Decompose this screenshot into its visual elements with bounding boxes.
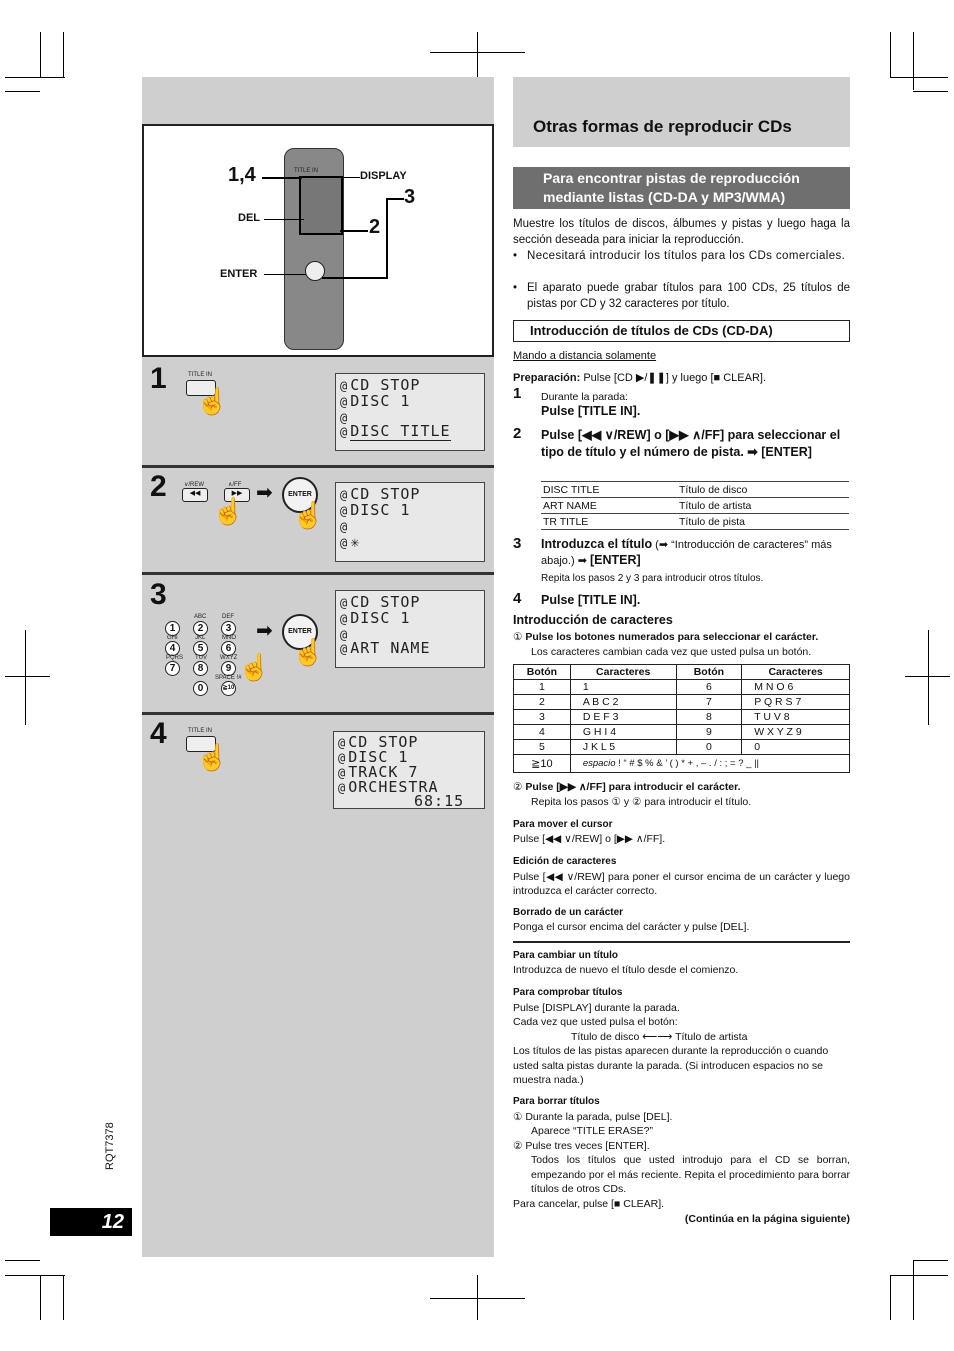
lcd-line: @ DISC 1 bbox=[340, 392, 411, 410]
key-10: ≧10 bbox=[221, 681, 236, 696]
hand-press-icon: ☝ bbox=[238, 652, 271, 682]
mover-section: Para mover el cursor Pulse [◀◀ ∨/REW] o [▶▶ ∧/FF]. bbox=[513, 819, 666, 845]
bullet-icon: • bbox=[513, 282, 518, 294]
step-2-text: Pulse [◀◀ ∨/REW] o [▶▶ ∧/FF] para seleccionar el tipo de título y el número de pista. ➡ [ENTER] bbox=[541, 428, 841, 459]
crop-mark bbox=[913, 32, 914, 90]
crop-mark bbox=[890, 1275, 948, 1276]
callout-line bbox=[264, 274, 306, 275]
lcd-marker-icon: @ bbox=[340, 504, 349, 518]
hand-press-icon: ☝ bbox=[196, 742, 229, 772]
lcd-display bbox=[335, 482, 485, 562]
callout-line bbox=[330, 177, 360, 178]
rew-label: ∨/REW bbox=[184, 482, 205, 488]
box-heading: Introducción de títulos de CDs (CD-DA) bbox=[513, 320, 850, 342]
preparation: Preparación: Pulse [CD ▶/❚❚] y luego [■ CLEAR]. bbox=[513, 372, 767, 384]
callout-1-4: 1,4 bbox=[228, 164, 256, 186]
lcd-line: @ ✳ bbox=[340, 533, 361, 551]
lcd-line: @ CD STOP bbox=[338, 733, 419, 751]
key-3: 3 bbox=[221, 621, 236, 636]
lcd-marker-icon: @ bbox=[338, 766, 347, 780]
chars-heading: Introducción de caracteres bbox=[513, 613, 673, 627]
step-3-text: Introduzca el título (➡ “Introducción de caracteres” más abajo.) ➡ [ENTER] bbox=[541, 537, 832, 567]
crop-mark bbox=[5, 1260, 40, 1261]
lcd-line: @ DISC TITLE bbox=[340, 422, 451, 440]
lcd-marker-icon: @ bbox=[340, 488, 349, 502]
step-2-number: 2 bbox=[513, 425, 522, 442]
lcd-marker-icon: @ bbox=[340, 520, 349, 534]
crop-mark bbox=[63, 32, 64, 77]
callout-line bbox=[340, 230, 368, 232]
lcd-marker-icon: @ bbox=[340, 596, 349, 610]
key-6: 6 bbox=[221, 641, 236, 656]
key-9: 9 bbox=[221, 661, 236, 676]
lcd-line: @ CD STOP bbox=[340, 485, 421, 503]
key-sub-label: SPACE !# bbox=[215, 675, 242, 681]
rew-button: ◀◀ bbox=[182, 488, 208, 502]
ff-label: ∧/FF bbox=[228, 482, 242, 488]
table-row: 1 1 6 M N O 6 bbox=[514, 680, 850, 695]
crop-mark bbox=[913, 1260, 914, 1320]
key-1: 1 bbox=[165, 621, 180, 636]
lcd-line: @ ART NAME bbox=[340, 639, 431, 657]
circled-1-icon: ① bbox=[513, 631, 523, 643]
crop-mark bbox=[63, 1275, 64, 1320]
bullet-item: • Necesitará introducir los títulos para los CDs comerciales. bbox=[513, 250, 846, 262]
enter-button: ENTER bbox=[282, 614, 318, 650]
key-sub-label: WXYZ bbox=[220, 655, 238, 661]
enter-button: ENTER bbox=[282, 477, 318, 513]
lcd-line: @ CD STOP bbox=[340, 593, 421, 611]
remote-title-in-label: TITLE IN bbox=[294, 168, 319, 174]
crop-mark bbox=[477, 32, 478, 77]
display-label: DISPLAY bbox=[360, 170, 407, 182]
page-title: Otras formas de reproducir CDs bbox=[533, 117, 792, 136]
step-number: 4 bbox=[150, 717, 167, 750]
step-number: 2 bbox=[150, 470, 167, 503]
table-row: ≧10 espacio ! “ # $ % & ’ ( ) * + , – . / : ; = ? _ || bbox=[514, 755, 850, 773]
crop-mark bbox=[40, 32, 41, 77]
lcd-marker-icon: @ bbox=[338, 751, 347, 765]
step-3-number: 3 bbox=[513, 535, 522, 552]
remote-diagram bbox=[142, 124, 494, 357]
enter-label: ENTER bbox=[220, 268, 258, 280]
table-row: 5 J K L 5 0 0 bbox=[514, 740, 850, 755]
step-4-text: Pulse [TITLE IN]. bbox=[541, 593, 641, 607]
key-sub-label: PQRS bbox=[166, 655, 184, 661]
edicion-section: Edición de caracteres Pulse [◀◀ ∨/REW] para poner el cursor encima de un carácter y luego introduzca el carácter correcto. bbox=[513, 856, 850, 897]
section-header bbox=[513, 77, 850, 147]
title-type-table bbox=[541, 481, 849, 530]
crop-mark bbox=[430, 52, 525, 53]
crop-mark bbox=[890, 32, 891, 77]
hand-press-icon: ☝ bbox=[196, 386, 229, 416]
callout-line bbox=[322, 277, 388, 279]
bullet-icon: • bbox=[513, 250, 518, 262]
lcd-line: @ DISC 1 bbox=[338, 748, 409, 766]
lcd-marker-icon: @ bbox=[340, 612, 349, 626]
table-row: DISC TITLE Título de disco bbox=[541, 482, 849, 498]
arrow-icon: ➡ bbox=[747, 445, 758, 459]
callout-3: 3 bbox=[404, 186, 416, 208]
cambiar-section: Para cambiar un título Introduzca de nuevo el título desde el comienzo. bbox=[513, 950, 739, 976]
hand-press-icon: ☝ bbox=[212, 496, 245, 526]
key-sub-label: JKL bbox=[195, 635, 206, 641]
chars-step-1: ① Pulse los botones numerados para seleccionar el carácter. Los caracteres cambian cada vez que usted pulsa un botón. bbox=[513, 631, 819, 658]
key-sub-label: ABC bbox=[194, 614, 207, 620]
step-separator bbox=[142, 712, 494, 715]
lcd-line: @ ORCHESTRA bbox=[338, 778, 439, 796]
key-7: 7 bbox=[165, 661, 180, 676]
lcd-marker-icon: @ bbox=[340, 395, 349, 409]
table-header-row: Botón Caracteres Botón Caracteres bbox=[514, 665, 850, 680]
key-sub-label: GHI bbox=[167, 635, 178, 641]
key-sub-label: DEF bbox=[222, 614, 234, 620]
lcd-marker-icon: @ bbox=[340, 379, 349, 393]
lcd-display bbox=[335, 590, 485, 668]
lcd-marker-icon: @ bbox=[340, 628, 349, 642]
chars-step-2: ② Pulse [▶▶ ∧/FF] para introducir el carácter. Repita los pasos ① y ② para introducir el título. bbox=[513, 781, 752, 808]
callout-line bbox=[264, 219, 304, 220]
step-number: 3 bbox=[150, 578, 167, 611]
lcd-line: @ DISC 1 bbox=[340, 609, 411, 627]
lcd-display bbox=[333, 731, 485, 809]
arrow-icon: ➡ bbox=[658, 539, 669, 551]
step-separator bbox=[142, 572, 494, 575]
callout-line bbox=[386, 198, 404, 200]
callout-2: 2 bbox=[369, 216, 381, 238]
del-label: DEL bbox=[238, 212, 260, 224]
lcd-line: @ TRACK 7 bbox=[338, 763, 419, 781]
key-sub-label: TUV bbox=[195, 655, 207, 661]
crop-mark bbox=[430, 1298, 525, 1299]
key-2: 2 bbox=[193, 621, 208, 636]
step-number: 1 bbox=[150, 362, 167, 395]
lcd-line: @ DISC 1 bbox=[340, 501, 411, 519]
step-1-text: Pulse [TITLE IN]. bbox=[541, 404, 641, 418]
page-number: 12 bbox=[50, 1208, 132, 1236]
borrado-section: Borrado de un carácter Ponga el cursor encima del carácter y pulse [DEL]. bbox=[513, 907, 750, 933]
key-sub-label: MNO bbox=[222, 635, 236, 641]
bullet-item: • El aparato puede grabar títulos para 100 CDs, 25 títulos de pistas por CD y 32 caracteres por título. bbox=[513, 282, 850, 310]
key-4: 4 bbox=[165, 641, 180, 656]
key-5: 5 bbox=[193, 641, 208, 656]
callout-line bbox=[262, 177, 302, 179]
lcd-display bbox=[335, 373, 485, 451]
characters-table bbox=[513, 664, 850, 773]
callout-line bbox=[386, 198, 388, 278]
circled-2-icon: ② bbox=[513, 781, 523, 793]
crop-mark bbox=[913, 1260, 948, 1261]
lcd-marker-icon: @ bbox=[340, 642, 349, 656]
double-arrow-icon: ⟵⟶ bbox=[642, 1030, 673, 1043]
table-row: 4 G H I 4 9 W X Y Z 9 bbox=[514, 725, 850, 740]
right-arrow-icon: ➡ bbox=[256, 482, 273, 504]
document-code: RQT7378 bbox=[104, 1122, 116, 1170]
crop-mark bbox=[905, 676, 950, 677]
title-in-button-label: TITLE IN bbox=[188, 728, 213, 734]
circled-2-icon: ② bbox=[513, 1139, 523, 1152]
lcd-marker-icon: @ bbox=[340, 425, 349, 439]
arrow-icon: ➡ bbox=[577, 555, 587, 567]
circled-1-icon: ① bbox=[513, 1110, 523, 1123]
comprobar-section: Para comprobar títulos Pulse [DISPLAY] durante la parada. Cada vez que usted pulsa el botón: Título de disco ⟵⟶ Título de artista Los títulos de las pistas aparecen durante la reproducción o cuando usted salta pistas durante la parada. (Si introducen espacios no se muestra nada.) bbox=[513, 987, 829, 1086]
borrar-section: Para borrar títulos ① Durante la parada, pulse [DEL]. Aparece “TITLE ERASE?” ② Pulse tres veces [ENTER]. Todos los títulos que usted introdujo para el CD se borran, empezando por el más reciente. Repita el procedimiento para borrar títulos de otros CDs. Para cancelar, pulse [■ CLEAR]. bbox=[513, 1096, 850, 1210]
lcd-marker-icon: @ bbox=[338, 736, 347, 750]
numeric-keypad bbox=[165, 612, 245, 698]
crop-mark bbox=[890, 77, 948, 78]
crop-mark bbox=[5, 91, 40, 92]
crop-mark bbox=[40, 1275, 41, 1320]
key-0: 0 bbox=[193, 681, 208, 696]
right-arrow-icon: ➡ bbox=[256, 620, 273, 642]
table-row: TR TITLE Título de pista bbox=[541, 514, 849, 530]
table-row: 2 A B C 2 7 P Q R S 7 bbox=[514, 695, 850, 710]
crop-mark bbox=[890, 1275, 891, 1320]
crop-mark bbox=[5, 676, 50, 677]
ff-button: ▶▶ bbox=[224, 488, 250, 502]
step-3-note: Repita los pasos 2 y 3 para introducir otros títulos. bbox=[541, 573, 764, 584]
step-1-number: 1 bbox=[513, 385, 522, 402]
remote-button-grid bbox=[299, 176, 343, 235]
crop-mark bbox=[928, 630, 929, 725]
key-8: 8 bbox=[193, 661, 208, 676]
section-subtitle: Para encontrar pistas de reproducción mediante listas (CD-DA y MP3/WMA) bbox=[513, 167, 850, 209]
lcd-marker-icon: @ bbox=[340, 411, 349, 425]
table-row: ART NAME Título de artista bbox=[541, 498, 849, 514]
continued-note: (Continúa en la página siguiente) bbox=[684, 1213, 850, 1225]
hand-press-icon: ☝ bbox=[292, 637, 325, 667]
lcd-marker-icon: @ bbox=[338, 781, 347, 795]
intro-text: Muestre los títulos de discos, álbumes y pistas y luego haga la sección deseada para iniciar la reproducción. bbox=[513, 218, 850, 246]
table-row: 3 D E F 3 8 T U V 8 bbox=[514, 710, 850, 725]
hand-press-icon: ☝ bbox=[292, 500, 325, 530]
lcd-marker-icon: @ bbox=[340, 536, 349, 550]
lcd-line: 68:15 bbox=[414, 792, 465, 810]
remote-only-note: Mando a distancia solamente bbox=[513, 350, 657, 362]
crop-mark bbox=[5, 1275, 65, 1276]
step-separator bbox=[142, 465, 494, 468]
crop-mark bbox=[5, 77, 65, 78]
step-1-pre: Durante la parada: bbox=[541, 391, 628, 403]
crop-mark bbox=[913, 91, 948, 92]
crop-mark bbox=[25, 630, 26, 725]
divider bbox=[513, 941, 850, 943]
step-4-number: 4 bbox=[513, 590, 522, 607]
title-in-button-label: TITLE IN bbox=[188, 372, 213, 378]
lcd-line: @ CD STOP bbox=[340, 376, 421, 394]
